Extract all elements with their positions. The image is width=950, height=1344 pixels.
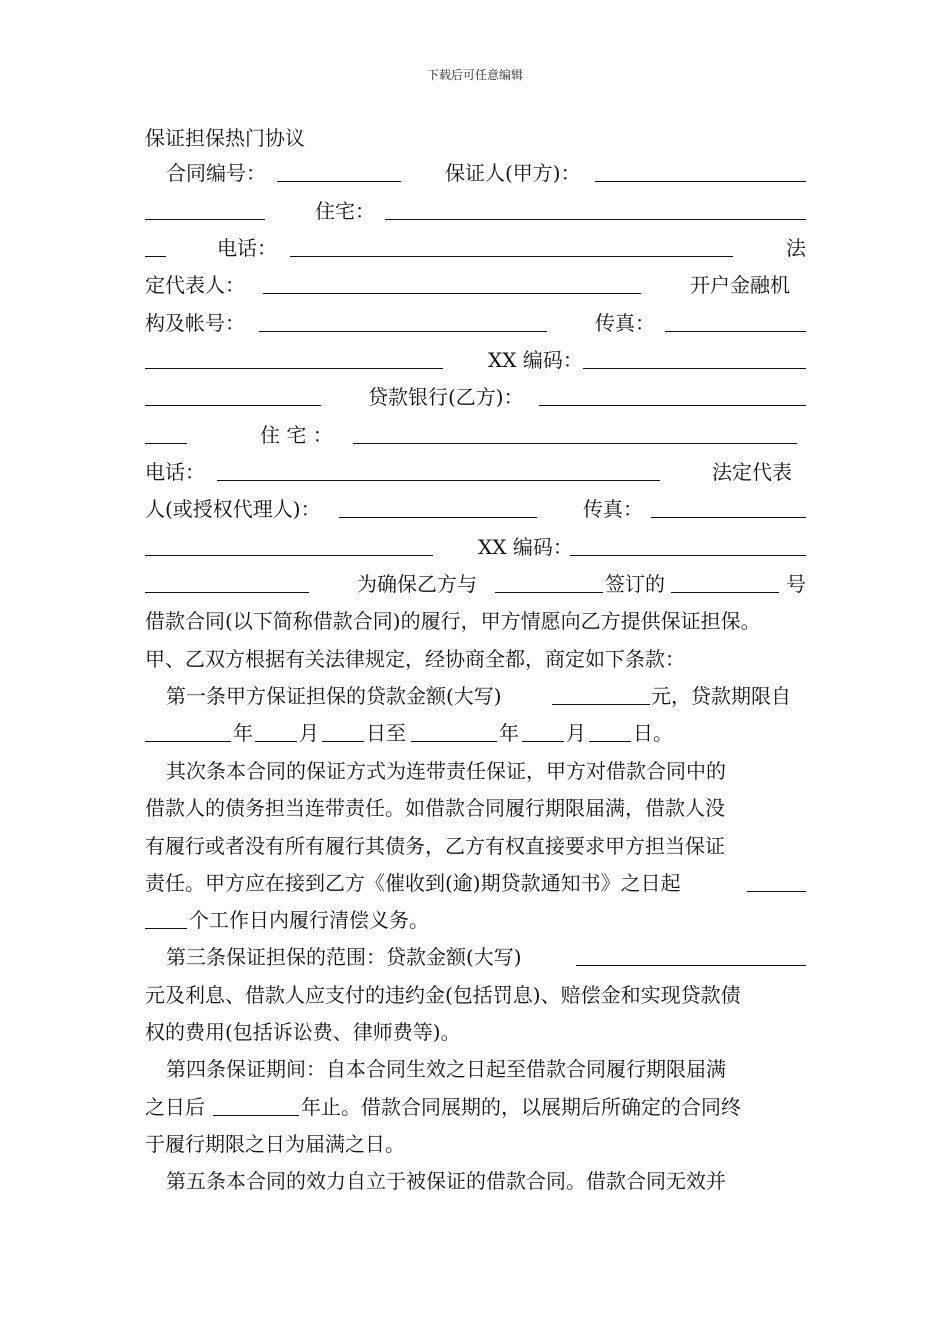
guarantor-blank[interactable] bbox=[595, 181, 806, 182]
body-text: 其次条本合同的保证方式为连带责任保证，甲方对借款合同中的 bbox=[166, 759, 726, 783]
article-2-line-2 bbox=[145, 795, 806, 821]
end-month-blank[interactable] bbox=[522, 741, 564, 742]
body-text: 有履行或者没有所有履行其债务，乙方有权直接要求甲方担当保证 bbox=[145, 834, 725, 858]
contract-line-6 bbox=[145, 347, 806, 373]
document-title: 保证担保热门协议 bbox=[145, 126, 305, 150]
article-3-line-3 bbox=[145, 1019, 806, 1045]
body-text: 权的费用(包括诉讼费、律师费等)。 bbox=[145, 1020, 461, 1044]
lender-blank[interactable] bbox=[539, 405, 806, 406]
workdays-blank-cont[interactable] bbox=[145, 928, 187, 929]
body-text: 第一条甲方保证担保的贷款金额(大写) bbox=[166, 684, 502, 708]
zip2-blank[interactable] bbox=[570, 555, 806, 556]
contract-line-4 bbox=[145, 272, 806, 298]
contract-line-8 bbox=[145, 422, 806, 448]
contract-line-2 bbox=[145, 198, 806, 224]
article-2-line-1 bbox=[145, 758, 806, 784]
body-text: 第四条保证期间：自本合同生效之日起至借款合同履行期限届满 bbox=[166, 1057, 726, 1081]
bank-label-start: 开户金融机 bbox=[690, 273, 790, 297]
article-3-line-2 bbox=[145, 982, 825, 1008]
legal-rep2-blank[interactable] bbox=[339, 517, 537, 518]
body-text: 年 bbox=[499, 721, 519, 745]
lender-blank-cont[interactable] bbox=[145, 443, 187, 444]
article-3-line-1 bbox=[145, 944, 806, 970]
body-line-2 bbox=[145, 608, 825, 634]
body-text: 日至 bbox=[366, 721, 406, 745]
body-line-1 bbox=[145, 571, 806, 597]
start-month-blank[interactable] bbox=[255, 741, 297, 742]
loan-amount-blank[interactable] bbox=[552, 704, 650, 705]
article-2-line-3 bbox=[145, 833, 806, 859]
lender-label: 贷款银行(乙方)： bbox=[368, 385, 524, 409]
bank-label-end: 构及帐号： bbox=[145, 311, 245, 335]
residence2-label: 住 宅 ： bbox=[260, 423, 333, 447]
article-2-line-4 bbox=[145, 870, 806, 896]
zip-blank-cont[interactable] bbox=[145, 405, 321, 406]
body-text: 之日后 bbox=[145, 1095, 205, 1119]
guarantee-years-blank[interactable] bbox=[213, 1115, 299, 1116]
contract-line-11 bbox=[145, 534, 806, 560]
body-text: 月 bbox=[299, 721, 319, 745]
phone2-blank[interactable] bbox=[217, 480, 660, 481]
contract-line-9 bbox=[145, 459, 806, 485]
article-2-line-5 bbox=[145, 907, 806, 933]
guarantee-amount-blank[interactable] bbox=[576, 965, 806, 966]
start-year-blank[interactable] bbox=[145, 741, 231, 742]
phone2-label: 电话： bbox=[145, 460, 205, 484]
fax2-blank[interactable] bbox=[651, 517, 806, 518]
zip2-label: XX 编码： bbox=[478, 535, 573, 559]
legal-rep2-label-start: 法定代表 bbox=[712, 460, 792, 484]
article-5-line-1 bbox=[145, 1168, 806, 1194]
residence-blank[interactable] bbox=[385, 219, 806, 220]
legal-rep-label-start: 法 bbox=[786, 236, 806, 260]
fax2-blank-cont[interactable] bbox=[145, 555, 433, 556]
party-blank[interactable] bbox=[495, 592, 603, 593]
body-text: 第三条保证担保的范围：贷款金额(大写) bbox=[166, 945, 522, 969]
article-1-line-1 bbox=[145, 683, 806, 709]
contract-number-blank[interactable] bbox=[671, 592, 779, 593]
start-day-blank[interactable] bbox=[322, 741, 364, 742]
contract-line-7 bbox=[145, 384, 806, 410]
body-text: 月 bbox=[566, 721, 586, 745]
contract-no-blank[interactable] bbox=[277, 181, 401, 182]
body-text: 日。 bbox=[633, 721, 673, 745]
body-text: 号 bbox=[786, 572, 806, 596]
residence2-blank[interactable] bbox=[353, 443, 797, 444]
residence-blank-cont[interactable] bbox=[145, 256, 166, 257]
body-text: 年止。借款合同展期的，以展期后所确定的合同终 bbox=[301, 1095, 741, 1119]
page-header: 下载后可任意编辑 bbox=[426, 68, 523, 82]
article-4-line-1 bbox=[145, 1056, 806, 1082]
phone-blank[interactable] bbox=[290, 256, 733, 257]
body-text: 元及利息、借款人应支付的违约金(包括罚息)、赔偿金和实现贷款债 bbox=[145, 983, 741, 1007]
residence-label: 住宅： bbox=[315, 199, 375, 223]
article-4-line-2 bbox=[145, 1094, 806, 1120]
body-text: 于履行期限之日为届满之日。 bbox=[145, 1132, 405, 1156]
contract-no-label: 合同编号： bbox=[166, 161, 266, 185]
bank-blank[interactable] bbox=[259, 331, 547, 332]
body-text: 借款合同(以下简称借款合同)的履行，甲方情愿向乙方提供保证担保。 bbox=[145, 609, 761, 633]
article-1-line-2 bbox=[145, 720, 806, 746]
workdays-blank[interactable] bbox=[747, 891, 806, 892]
guarantor-label: 保证人(甲方)： bbox=[445, 161, 581, 185]
fax-blank[interactable] bbox=[665, 331, 806, 332]
contract-line-3 bbox=[145, 235, 806, 261]
phone-label: 电话： bbox=[217, 236, 277, 260]
body-text: 责任。甲方应在接到乙方《催收到(逾)期贷款通知书》之日起 bbox=[145, 871, 681, 895]
zip-blank[interactable] bbox=[583, 368, 806, 369]
body-text: 甲、乙双方根据有关法律规定，经协商全都，商定如下条款： bbox=[145, 647, 685, 671]
body-text: 为确保乙方与 bbox=[357, 572, 477, 596]
contract-line-1 bbox=[145, 160, 806, 186]
end-year-blank[interactable] bbox=[411, 741, 497, 742]
fax-label: 传真： bbox=[595, 311, 655, 335]
body-text: 元，贷款期限自 bbox=[651, 684, 791, 708]
contract-line-5 bbox=[145, 310, 806, 336]
body-text: 第五条本合同的效力自立于被保证的借款合同。借款合同无效并 bbox=[166, 1169, 726, 1193]
guarantor-blank-cont[interactable] bbox=[145, 219, 265, 220]
article-4-line-3 bbox=[145, 1131, 806, 1157]
fax2-label: 传真： bbox=[583, 497, 643, 521]
end-day-blank[interactable] bbox=[589, 741, 631, 742]
zip2-blank-cont[interactable] bbox=[145, 592, 309, 593]
body-text: 个工作日内履行清偿义务。 bbox=[189, 908, 429, 932]
legal-rep-label-end: 定代表人： bbox=[145, 273, 245, 297]
zip-label: XX 编码： bbox=[488, 348, 583, 372]
fax-blank-cont[interactable] bbox=[145, 368, 443, 369]
legal-rep2-label-end: 人(或授权代理人)： bbox=[145, 497, 321, 521]
body-text: 年 bbox=[233, 721, 253, 745]
contract-line-10 bbox=[145, 496, 806, 522]
body-text: 签订的 bbox=[605, 572, 665, 596]
body-line-3 bbox=[145, 646, 806, 672]
body-text: 借款人的债务担当连带责任。如借款合同履行期限届满，借款人没 bbox=[145, 796, 725, 820]
legal-rep-blank[interactable] bbox=[263, 293, 641, 294]
